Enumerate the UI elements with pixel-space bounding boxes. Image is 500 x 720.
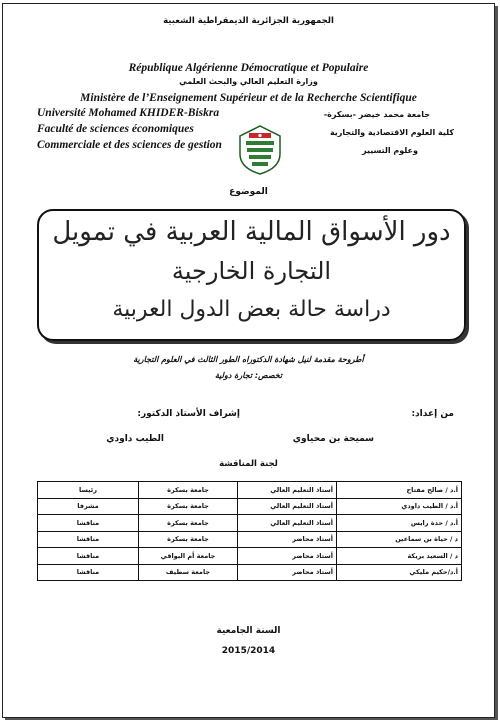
member-university: جامعة بسكرة <box>139 515 238 532</box>
table-row <box>38 548 462 565</box>
member-role: مناقشا <box>38 515 139 532</box>
subject-label: الموضوع <box>229 187 268 197</box>
member-name: أ.د / حدة رايس <box>337 515 462 532</box>
committee-table <box>37 481 462 581</box>
ministry-arabic: وزارة التعليم العالي والبحث العلمي <box>179 77 318 86</box>
member-role: رئيسا <box>38 482 139 499</box>
faculty-arabic-line2: وعلوم التسيير <box>361 146 418 155</box>
republic-arabic: الجمهورية الجزائرية الديمقراطية الشعبية <box>163 16 334 26</box>
faculty-arabic-line1: كلية العلوم الاقتصادية والتجارية <box>329 128 454 137</box>
university-emblem-icon <box>237 124 283 176</box>
faculty-french-line1: Faculté de sciences économiques <box>37 123 194 135</box>
member-name: د / حياة بن سماعين <box>337 531 462 548</box>
supervisor-name: الطيب داودي <box>106 434 164 444</box>
member-name: أ.د / الطيب داودي <box>337 498 462 515</box>
document-page <box>2 3 495 718</box>
member-rank: أستاذ التعليم العالي <box>238 498 337 515</box>
thesis-specialty: تخصص: تجارة دولية <box>214 371 283 380</box>
title-line-1: دور الأسواق المالية العربية في تمويل <box>52 217 451 247</box>
university-arabic: جامعة محمد خيضر -بسكرة- <box>323 110 430 119</box>
member-rank: أستاذ محاضر <box>238 564 337 581</box>
thesis-purpose: أطروحة مقدمة لنيل شهادة الدكتوراه الطور الثالث في العلوم التجارية <box>133 355 364 364</box>
student-name: سميحة بن محياوي <box>292 434 374 444</box>
table-row <box>38 564 462 581</box>
member-name: أ.د / صالح مفتاح <box>337 482 462 499</box>
member-university: جامعة بسكرة <box>139 482 238 499</box>
table-row <box>38 531 462 548</box>
university-french: Université Mohamed KHIDER-Biskra <box>37 107 220 119</box>
academic-year: 2015/2014 <box>221 646 276 656</box>
member-name: د / السعيد بريكة <box>337 548 462 565</box>
member-university: جامعة بسكرة <box>139 531 238 548</box>
member-role: مناقشا <box>38 531 139 548</box>
faculty-french-line2: Commerciale et des sciences de gestion <box>37 139 222 151</box>
member-university: جامعة سطيف <box>139 564 238 581</box>
republic-french: République Algérienne Démocratique et Populaire <box>128 62 369 74</box>
member-role: مشرفا <box>38 498 139 515</box>
table-row <box>38 498 462 515</box>
member-role: مناقشا <box>38 548 139 565</box>
member-rank: أستاذ التعليم العالي <box>238 515 337 532</box>
title-line-2: التجارة الخارجية <box>171 257 332 285</box>
member-rank: أستاذ محاضر <box>238 548 337 565</box>
title-line-3: دراسة حالة بعض الدول العربية <box>112 297 391 322</box>
prepared-by-label: من إعداد: <box>411 409 454 419</box>
thesis-title-box <box>37 209 466 341</box>
member-university: جامعة بسكرة <box>139 498 238 515</box>
member-name: أ.د/حكيم مليكي <box>337 564 462 581</box>
supervisor-label: إشراف الأستاذ الدكتور: <box>137 409 240 419</box>
member-role: مناقشا <box>38 564 139 581</box>
member-rank: أستاذ التعليم العالي <box>238 482 337 499</box>
academic-year-label: السنة الجامعية <box>216 626 281 636</box>
table-row <box>38 482 462 499</box>
table-row <box>38 515 462 532</box>
member-rank: أستاذ محاضر <box>238 531 337 548</box>
member-university: جامعة أم البواقي <box>139 548 238 565</box>
ministry-french: Ministère de l’Enseignement Supérieur et de la Recherche Scientifique <box>80 92 417 104</box>
committee-label: لجنة المناقشة <box>219 459 278 469</box>
